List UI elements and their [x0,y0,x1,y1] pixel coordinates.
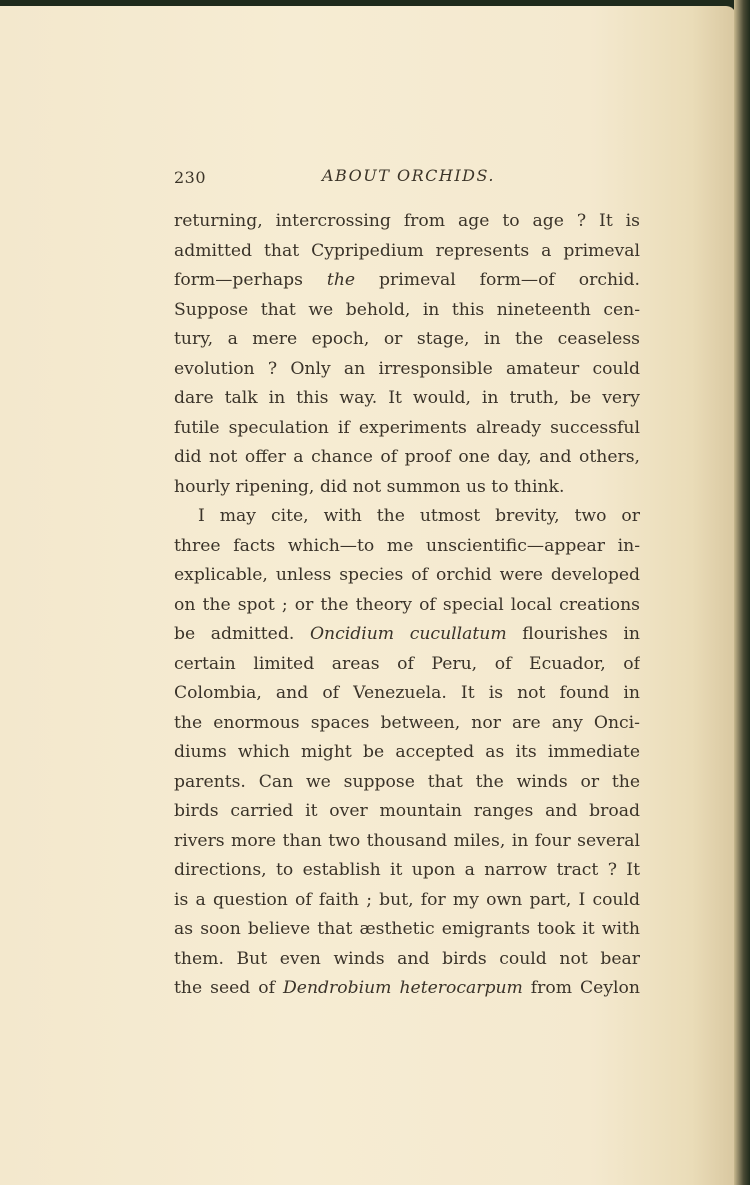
text-line: three facts which—to me unscientific—appear in- [174,535,640,556]
text-line [174,974,640,1004]
text-line: is a question of faith ; but, for my own part, I could [174,889,640,910]
species-name: Oncidium cucullatum [309,624,507,644]
body-text [174,207,640,1004]
text-line: hourly ripening, did not summon us to think. [174,476,565,497]
italic-emphasis: the [326,270,356,290]
text-line: Suppose that we behold, in this nineteenth cen- [174,299,640,320]
text-line: birds carried it over mountain ranges and broad [174,801,640,821]
text-line: did not offer a chance of proof one day, and others, [174,447,640,467]
page-number: 230 [174,168,207,187]
text-line: the enormous spaces between, nor are any Onci- [174,712,640,733]
text-span: from Ceylon [522,978,640,998]
text-line [174,266,640,296]
text-line: explicable, unless species of orchid were developed [174,565,640,585]
text-line: rivers more than two thousand miles, in four several [174,830,640,851]
text-line: tury, a mere epoch, or stage, in the ceaseless [174,329,640,349]
text-span: form—perhaps [174,270,327,290]
text-line: dare talk in this way. It would, in truth, be very [174,388,640,408]
text-line: diums which might be accepted as its immediate [174,742,640,762]
running-title: ABOUT ORCHIDS. [322,166,495,185]
species-name: Dendrobium heterocarpum [283,978,523,998]
text-line: parents. Can we suppose that the winds or the [174,771,640,792]
running-header [174,166,640,192]
text-line: them. But even winds and birds could not bear [174,948,640,969]
text-span: primeval form—of orchid. [355,270,640,290]
text-line: futile speculation if experiments already successful [174,417,640,438]
text-line: Colombia, and of Venezuela. It is not found in [174,683,640,703]
text-span: the seed of [174,978,284,998]
text-line: certain limited areas of Peru, of Ecuador, of [174,653,640,674]
text-line: as soon believe that æsthetic emigrants took it with [174,919,640,939]
text-line: directions, to establish it upon a narrow tract ? It [174,860,640,880]
text-line: evolution ? Only an irresponsible amateur could [174,358,640,379]
text-span: flourishes in [506,624,640,644]
text-line: returning, intercrossing from age to age ? It is [174,211,640,231]
text-line [174,620,640,650]
text-line: on the spot ; or the theory of special local creations [174,594,640,615]
text-span: be admitted. [174,624,310,644]
text-line: admitted that Cypripedium represents a primeval [174,240,640,261]
book-spine-edge [734,0,750,1185]
book-page [0,6,736,1185]
text-line: I may cite, with the utmost brevity, two or [198,506,640,526]
